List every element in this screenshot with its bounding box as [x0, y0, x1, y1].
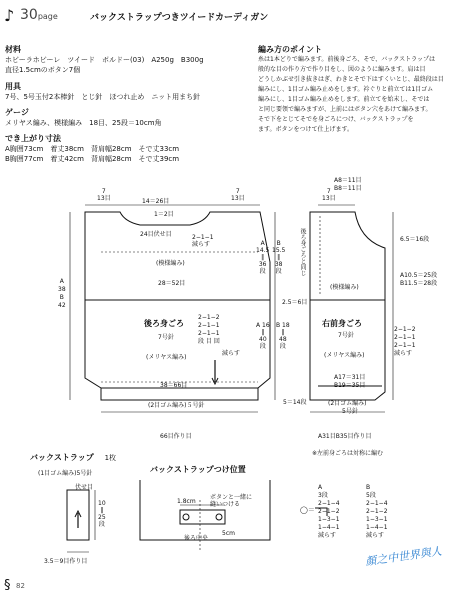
page-mark-icon: § — [4, 578, 11, 593]
gauge-section — [5, 108, 162, 128]
front-top-mid: 7 13目 — [322, 188, 336, 202]
points-line: 般的な目の作り方で作り目をし、図のように編みます。肩は目 — [258, 66, 426, 73]
points-line: どうしかぶせ引き抜きはぎ、わきとそで下はすくいとじ、最終段は目 — [258, 76, 444, 83]
back-side-lower-b: B 18 ‖ 48 段 — [276, 322, 290, 350]
music-note-icon: ♪ — [4, 6, 15, 25]
dec-table-eq: ◯＝ — [300, 506, 315, 514]
front-top-a: A8＝11目 — [334, 177, 362, 184]
footer-page-number: 82 — [16, 582, 25, 590]
back-top-neck: 14＝26目 — [142, 198, 170, 205]
points-line: と同じ要領で編みますが、上前にはボタン穴をあけて編みます。 — [258, 106, 432, 113]
back-dec-label: 減らす — [222, 350, 241, 357]
placement-note: ボタンと一緒に 縫いつける — [210, 494, 253, 508]
front-lower-a: A17＝31目 — [334, 374, 366, 381]
materials-section — [5, 45, 204, 75]
dec-table-a: 2−1−4 2−1−2 1−3−1 1−4−1 減らす — [318, 500, 340, 539]
back-neck-bind: 24目伏せ目 — [140, 231, 172, 238]
placement-heading: バックストラップつけ位置 — [150, 465, 246, 474]
back-rib-height: 5＝14段 — [283, 399, 307, 406]
strap-sub: (1目ゴム編み)5号針 — [38, 470, 93, 477]
back-needle: 7号針 — [158, 334, 174, 341]
front-rib: (2目ゴム編み) — [328, 400, 367, 407]
placement-center: 後ろ中央 — [184, 535, 209, 542]
back-side-b: B 15.5 ‖ 38 段 — [272, 240, 286, 275]
back-pattern: (模様編み) — [156, 260, 185, 267]
points-line: 編みにし、1目ゴム編み止めをします。衿ぐりと前立ては1目ゴム — [258, 86, 434, 93]
front-pattern: (模様編み) — [330, 284, 359, 291]
back-top-neck-2: 1＝2目 — [154, 211, 174, 218]
front-note: ※左前身ごろは対称に編む — [312, 450, 384, 457]
front-cast-on: A31目B35目作り目 — [318, 433, 372, 440]
back-top-left: 7 13目 — [97, 188, 111, 202]
finished-a: A胸囲73cm 着丈38cm 背肩幅28cm そで丈33cm — [5, 145, 180, 153]
back-rib: (2目ゴム編み)５号針 — [148, 402, 205, 409]
front-top-b: B8＝11目 — [334, 185, 362, 192]
finished-heading: でき上がり寸法 — [5, 134, 61, 143]
front-dec-block: 2−1−2 2−1−1 2−1−1 減らす — [394, 326, 416, 357]
front-piece-name: 右前身ごろ — [322, 319, 362, 328]
back-body-outline — [85, 212, 270, 400]
points-line: そで下をとじてそでを身ごろにつけ、バックストラップを — [258, 116, 414, 123]
points-line: ます。ボタンをつけて仕上げます。 — [258, 126, 354, 133]
watermark-text: 顏之中世界與人 — [364, 544, 443, 569]
strap-cast-on: 3.5＝9目作り目 — [44, 558, 88, 565]
front-rib-needle: 5号針 — [342, 408, 358, 415]
tools-heading: 用具 — [5, 82, 21, 91]
back-bottom-width: 38＝66目 — [160, 382, 188, 389]
front-lower-b: B19＝35目 — [334, 382, 366, 389]
page-word: page — [37, 12, 58, 21]
front-needle: 7号針 — [338, 332, 354, 339]
tools-text: 7号、5号玉付2本棒針 とじ針 ほつれ止め ニット用まち針 — [5, 93, 201, 101]
dec-table-b: 2−1−4 2−1−2 1−3−1 1−4−1 減らす — [366, 500, 388, 539]
dec-table-b-head: B 5段 — [366, 484, 376, 499]
back-armhole-left: 2.5＝6目 — [282, 299, 308, 306]
back-stockinette: (メリヤス編み) — [146, 354, 187, 361]
materials-buttons: 直径1.5cmのボタン7個 — [5, 66, 81, 74]
gauge-text: メリヤス編み、模様編み 18目、25段＝10cm角 — [5, 119, 162, 127]
back-top-right: 7 13目 — [231, 188, 245, 202]
materials-heading: 材料 — [5, 45, 21, 54]
gauge-heading: ゲージ — [5, 108, 29, 117]
front-button-band: 後ろ身ごろと同じ — [299, 228, 306, 276]
placement-width: 1.8cm — [177, 498, 196, 505]
strap-height: 10 ‖ 25 段 — [98, 500, 106, 528]
front-stockinette: (メリヤス編み) — [324, 352, 365, 359]
back-side-a: A 14.5 ‖ 36 段 — [256, 240, 270, 275]
placement-gap: 5cm — [222, 530, 235, 537]
page-number-heading — [20, 7, 58, 23]
tools-section — [5, 82, 200, 102]
back-size-letters: A 38 B 42 — [58, 278, 66, 309]
points-heading: 編み方のポイント — [258, 45, 322, 54]
points-section — [258, 45, 462, 135]
front-side-b: B11.5＝28段 — [400, 280, 438, 287]
points-line: 編みにし、1目ゴム編み止めをします。前立てを始末し、そでは — [258, 96, 430, 103]
page-prefix: 30 — [20, 7, 38, 23]
back-cast-on: 66目作り目 — [160, 433, 192, 440]
back-upper-width: 28＝52目 — [158, 280, 186, 287]
back-side-lower-a: A 16 ‖ 40 段 — [256, 322, 270, 350]
page-title: バックストラップつきツイードカーディガン — [90, 13, 269, 23]
points-line: 糸は1本どりで編みます。前後身ごろ、そで、バックストラップは — [258, 56, 436, 63]
front-side-a: A10.5＝25段 — [400, 272, 438, 279]
finished-b: B胸囲77cm 着丈42cm 背肩幅28cm そで丈39cm — [5, 155, 180, 163]
dec-table-a-head: A 3段 — [318, 484, 328, 499]
finished-section — [5, 134, 179, 164]
materials-yarn: ホビーラホビーレ ツイード ボルドー(03) A250g B300g — [5, 56, 204, 64]
back-dec-small: 2−1−1 減らす — [192, 234, 214, 248]
strap-heading: バックストラップ 1枚 — [30, 453, 117, 462]
back-piece-name: 後ろ身ごろ — [144, 319, 184, 328]
strap-on-back — [180, 510, 225, 524]
strap-bind-off: 伏せ目 — [75, 484, 94, 491]
back-dec-block: 2−1−2 2−1−1 2−1−1 段 目 回 — [198, 314, 220, 345]
front-neck-height: 6.5＝16段 — [400, 236, 430, 243]
